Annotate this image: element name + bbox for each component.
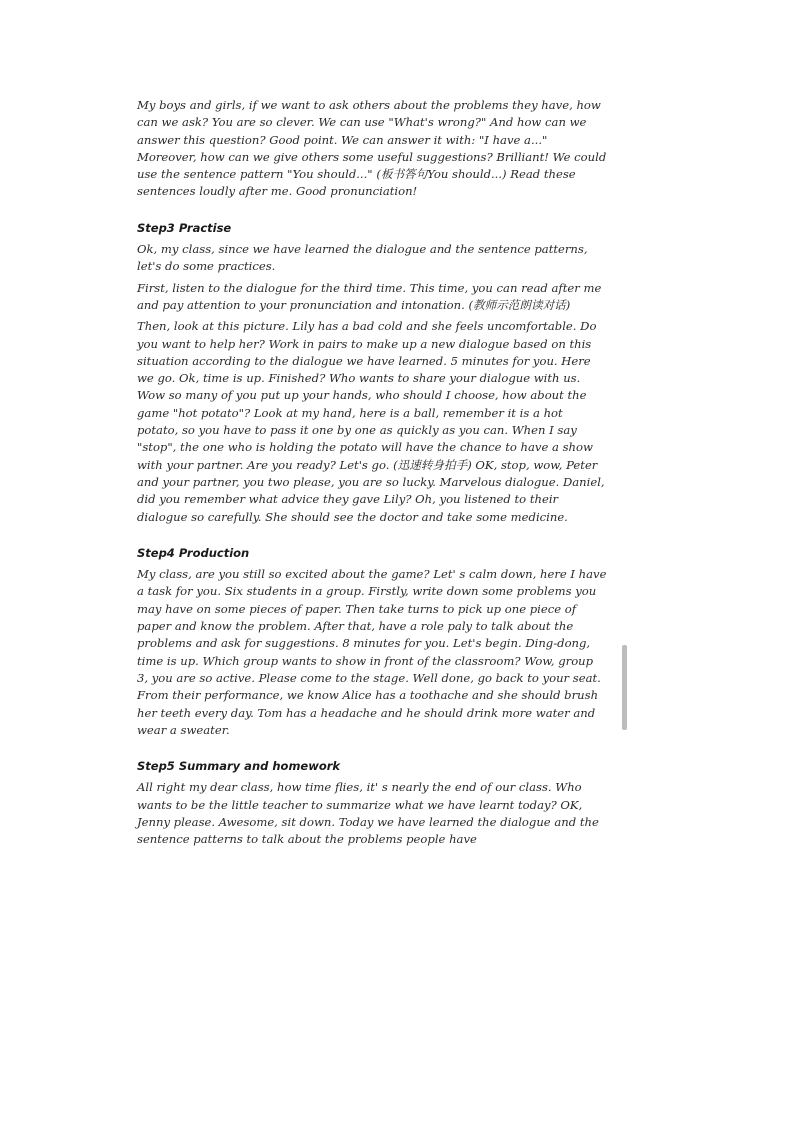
step4-paragraph-1: My class, are you still so excited about the game? Let' s calm down, here I have a task for you. Six students in a group. Firstly, write down some problems you may have on some pieces of paper. Then take turns to pick up one piece of paper and know the problem. After that, have a role paly to talk about the problems and ask for suggestions. 8 minutes for you. Let's begin. Ding-dong, time is up. Which group wants to show in front of the classroom? Wow, group 3, you are so active. Please come to the stage. Well done, go back to your seat. From their performance, we know Alice has a toothache and she should brush her teeth every day. Tom has a headache and he should drink more water and wear a sweater.: [137, 567, 607, 737]
step3-heading: Step3 Practise: [137, 220, 232, 235]
intro-paragraph: My boys and girls, if we want to ask others about the problems they have, how can we ask? You are so clever. We can use "What's wrong?" And how can we answer this question? Good point. We can answer it with: "I have a..." Moreover, how can we give others some useful suggestions? Brilliant! We could use the sentence pattern "You should..." (板书答句You should...) Read these sentences loudly after me. Good pronunciation!: [137, 98, 607, 199]
step3-paragraph-2: First, listen to the dialogue for the third time. This time, you can read after me and pay attention to your pronunciation and intonation. (教师示范朗读对话): [137, 280, 602, 312]
step3-paragraph-3: Then, look at this picture. Lily has a bad cold and she feels uncomfortable. Do you want to help her? Work in pairs to make up a new dialogue based on this situation according to the dialogue we have learned. 5 minutes for you. Here we go. Ok, time is up. Finished? Who wants to share your dialogue with us. Wow so many of you put up your hands, who should I choose, how about the game "hot potato"? Look at my hand, here is a ball, remember it is a hot potato, so you have to pass it one by one as quickly as you can. When I say "stop", the one who is holding the potato will have the chance to have a show with your partner. Are you ready? Let's go. (迅速转身拍手) OK, stop, wow, Peter and your partner, you two please, you are so lucky. Marvelous dialogue. Daniel, did you remember what advice they gave Lily? Oh, you listened to their dialogue so carefully. She should see the doctor and take some medicine.: [137, 319, 605, 524]
step3-paragraph-1: Ok, my class, since we have learned the dialogue and the sentence patterns, let's do some practices.: [137, 242, 588, 274]
step4-heading: Step4 Production: [137, 545, 250, 560]
scrollbar[interactable]: [622, 645, 627, 730]
step5-paragraph-1: All right my dear class, how time flies, it' s nearly the end of our class. Who wants to be the little teacher to summarize what we have learnt today? OK, Jenny please. Awesome, sit down. Today we have learned the dialogue and the sentence patterns to talk about the problems people have: [137, 780, 599, 847]
step5-heading: Step5 Summary and homework: [137, 759, 341, 774]
document-page: [137, 97, 607, 849]
